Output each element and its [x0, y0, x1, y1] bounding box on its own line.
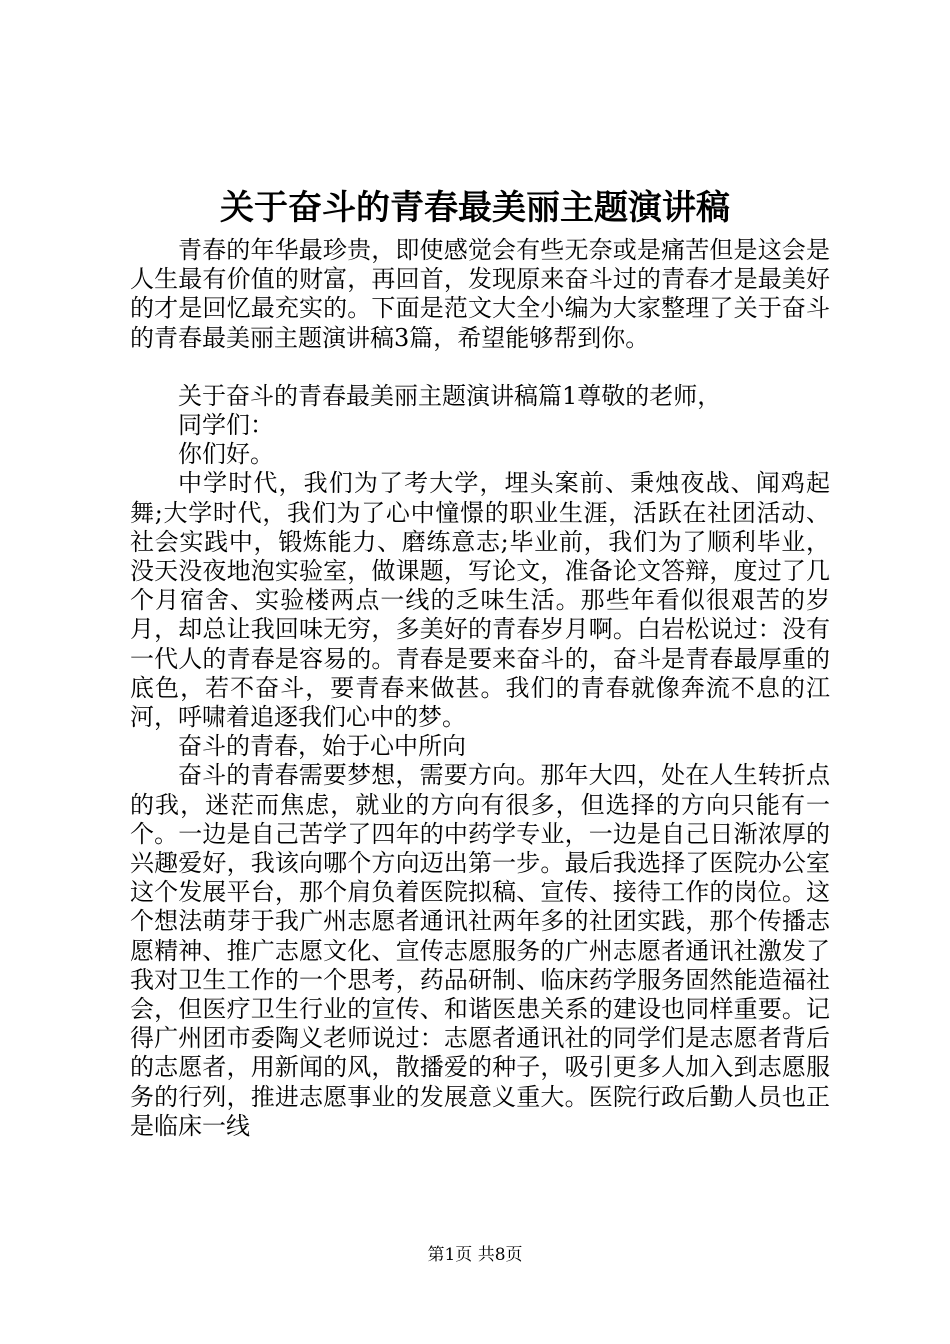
document-title: 关于奋斗的青春最美丽主题演讲稿: [220, 188, 730, 228]
body-paragraph: 奋斗的青春需要梦想，需要方向。那年大四，处在人生转折点的我，迷茫而焦虑，就业的方向有很多，但选择的方向只能有一个。一边是自己苦学了四年的中药学专业，一边是自己日渐浓厚的兴趣爱好，我该向哪个方向迈出第一步。最后我选择了医院办公室这个发展平台，那个肩负着医院拟稿、宣传、接待工作的岗位。这个想法萌芽于我广州志愿者通讯社两年多的社团实践，那个传播志愿精神、推广志愿文化、宣传志愿服务的广州志愿者通讯社激发了我对卫生工作的一个思考，药品研制、临床药学服务固然能造福社会，但医疗卫生行业的宣传、和谐医患关系的建设也同样重要。记得广州团市委陶义老师说过：志愿者通讯社的同学们是志愿者背后的志愿者，用新闻的风，散播爱的种子，吸引更多人加入到志愿服务的行列，推进志愿事业的发展意义重大。医院行政后勤人员也正是临床一线: [130, 761, 830, 1140]
speech-heading-paragraph: 关于奋斗的青春最美丽主题演讲稿篇1尊敬的老师，: [178, 381, 722, 410]
section-heading-paragraph: 奋斗的青春，始于心中所向: [178, 732, 466, 761]
document-body: [130, 236, 830, 1141]
intro-paragraph: 青春的年华最珍贵，即使感觉会有些无奈或是痛苦但是这会是人生最有价值的财富，再回首，发现原来奋斗过的青春才是最美好的才是回忆最充实的。下面是范文大全小编为大家整理了关于奋斗的青春最美丽主题演讲稿3篇，希望能够帮到你。: [130, 236, 830, 352]
greeting-paragraph: 同学们：: [178, 411, 274, 440]
salutation-paragraph: 你们好。: [178, 440, 274, 469]
page-number-footer: 第1页 共8页: [427, 1245, 523, 1265]
body-paragraph: 中学时代，我们为了考大学，埋头案前、秉烛夜战、闻鸡起舞;大学时代，我们为了心中憧憬的职业生涯，活跃在社团活动、社会实践中，锻炼能力、磨练意志;毕业前，我们为了顺利毕业，没天没夜地泡实验室，做课题，写论文，准备论文答辩，度过了几个月宿舍、实验楼两点一线的乏味生活。那些年看似很艰苦的岁月，却总让我回味无穷，多美好的青春岁月啊。白岩松说过：没有一代人的青春是容易的。青春是要来奋斗的，奋斗是青春最厚重的底色，若不奋斗，要青春来做甚。我们的青春就像奔流不息的江河，呼啸着追逐我们心中的梦。: [130, 469, 830, 732]
